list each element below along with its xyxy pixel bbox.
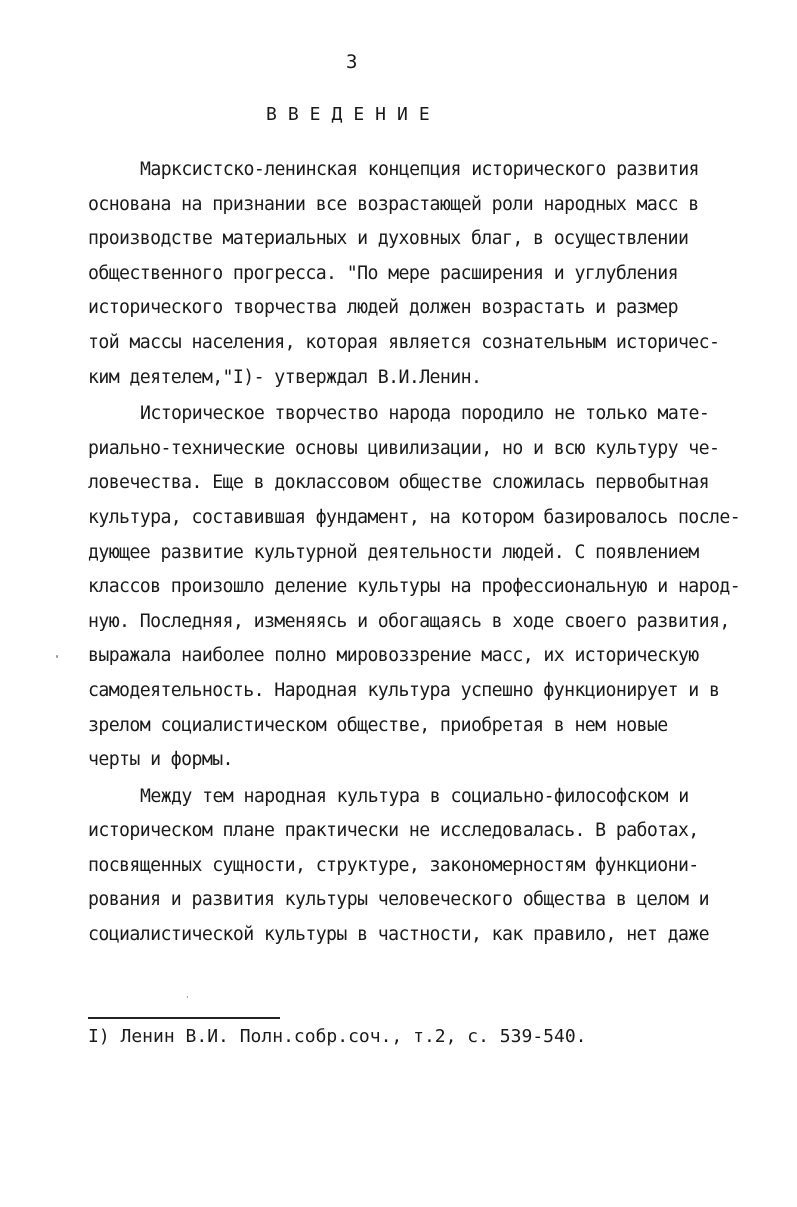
text-line: производстве материальных и духовных благ, в осуществлении bbox=[88, 228, 689, 250]
text-line: классов произошло деление культуры на профессиональную и народ- bbox=[88, 576, 741, 598]
text-line: социалистической культуры в частности, как правило, нет даже bbox=[88, 924, 709, 946]
text-line: культура, составившая фундамент, на котором базировалось после- bbox=[88, 506, 741, 528]
text-line: ную. Последняя, изменяясь и обогащаясь в ходе своего развития, bbox=[88, 610, 730, 632]
text-line: основана на признании все возрастающей роли народных масс в bbox=[88, 193, 699, 215]
text-line: дующее развитие культурной деятельности людей. С появлением bbox=[88, 541, 699, 563]
text-line: Между тем народная культура в социально-философском и bbox=[140, 785, 689, 807]
scan-speck bbox=[56, 655, 58, 658]
text-line: историческом плане практически не исследовалась. В работах, bbox=[88, 820, 699, 842]
text-line: Историческое творчество народа породило не только мате- bbox=[140, 403, 710, 425]
text-line: посвященных сущности, структуре, закономерностям функциони- bbox=[88, 854, 699, 876]
footnote: I) Ленин В.И. Полн.собр.соч., т.2, с. 539-540. bbox=[88, 1026, 587, 1047]
page-number: 3 bbox=[346, 51, 358, 73]
scan-speck bbox=[187, 996, 188, 998]
text-line: ловечества. Еще в доклассовом обществе сложилась первобытная bbox=[88, 472, 709, 494]
text-line: самодеятельность. Народная культура успешно функционирует и в bbox=[88, 679, 720, 701]
text-line: ким деятелем,"I)- утверждал В.И.Ленин. bbox=[88, 366, 482, 388]
text-line: Марксистско-ленинская концепция исторического развития bbox=[140, 159, 699, 180]
text-line: той массы населения, которая является сознательным историчес- bbox=[88, 331, 720, 353]
text-line: исторического творчества людей должен возрастать и размер bbox=[88, 297, 678, 319]
text-line: общественного прогресса. "По мере расширения и углубления bbox=[88, 262, 678, 284]
body-text bbox=[88, 153, 768, 953]
text-line: черты и формы. bbox=[88, 749, 233, 771]
text-line: выражала наиболее полно мировоззрение масс, их историческую bbox=[88, 645, 699, 667]
text-line: риально-технические основы цивилизации, но и всю культуру че- bbox=[88, 437, 720, 459]
text-line: рования и развития культуры человеческого общества в целом и bbox=[88, 889, 709, 911]
section-heading: ВВЕДЕНИЕ bbox=[266, 104, 441, 125]
footnote-divider bbox=[88, 1017, 280, 1019]
text-line: зрелом социалистическом обществе, приобретая в нем новые bbox=[88, 714, 668, 736]
